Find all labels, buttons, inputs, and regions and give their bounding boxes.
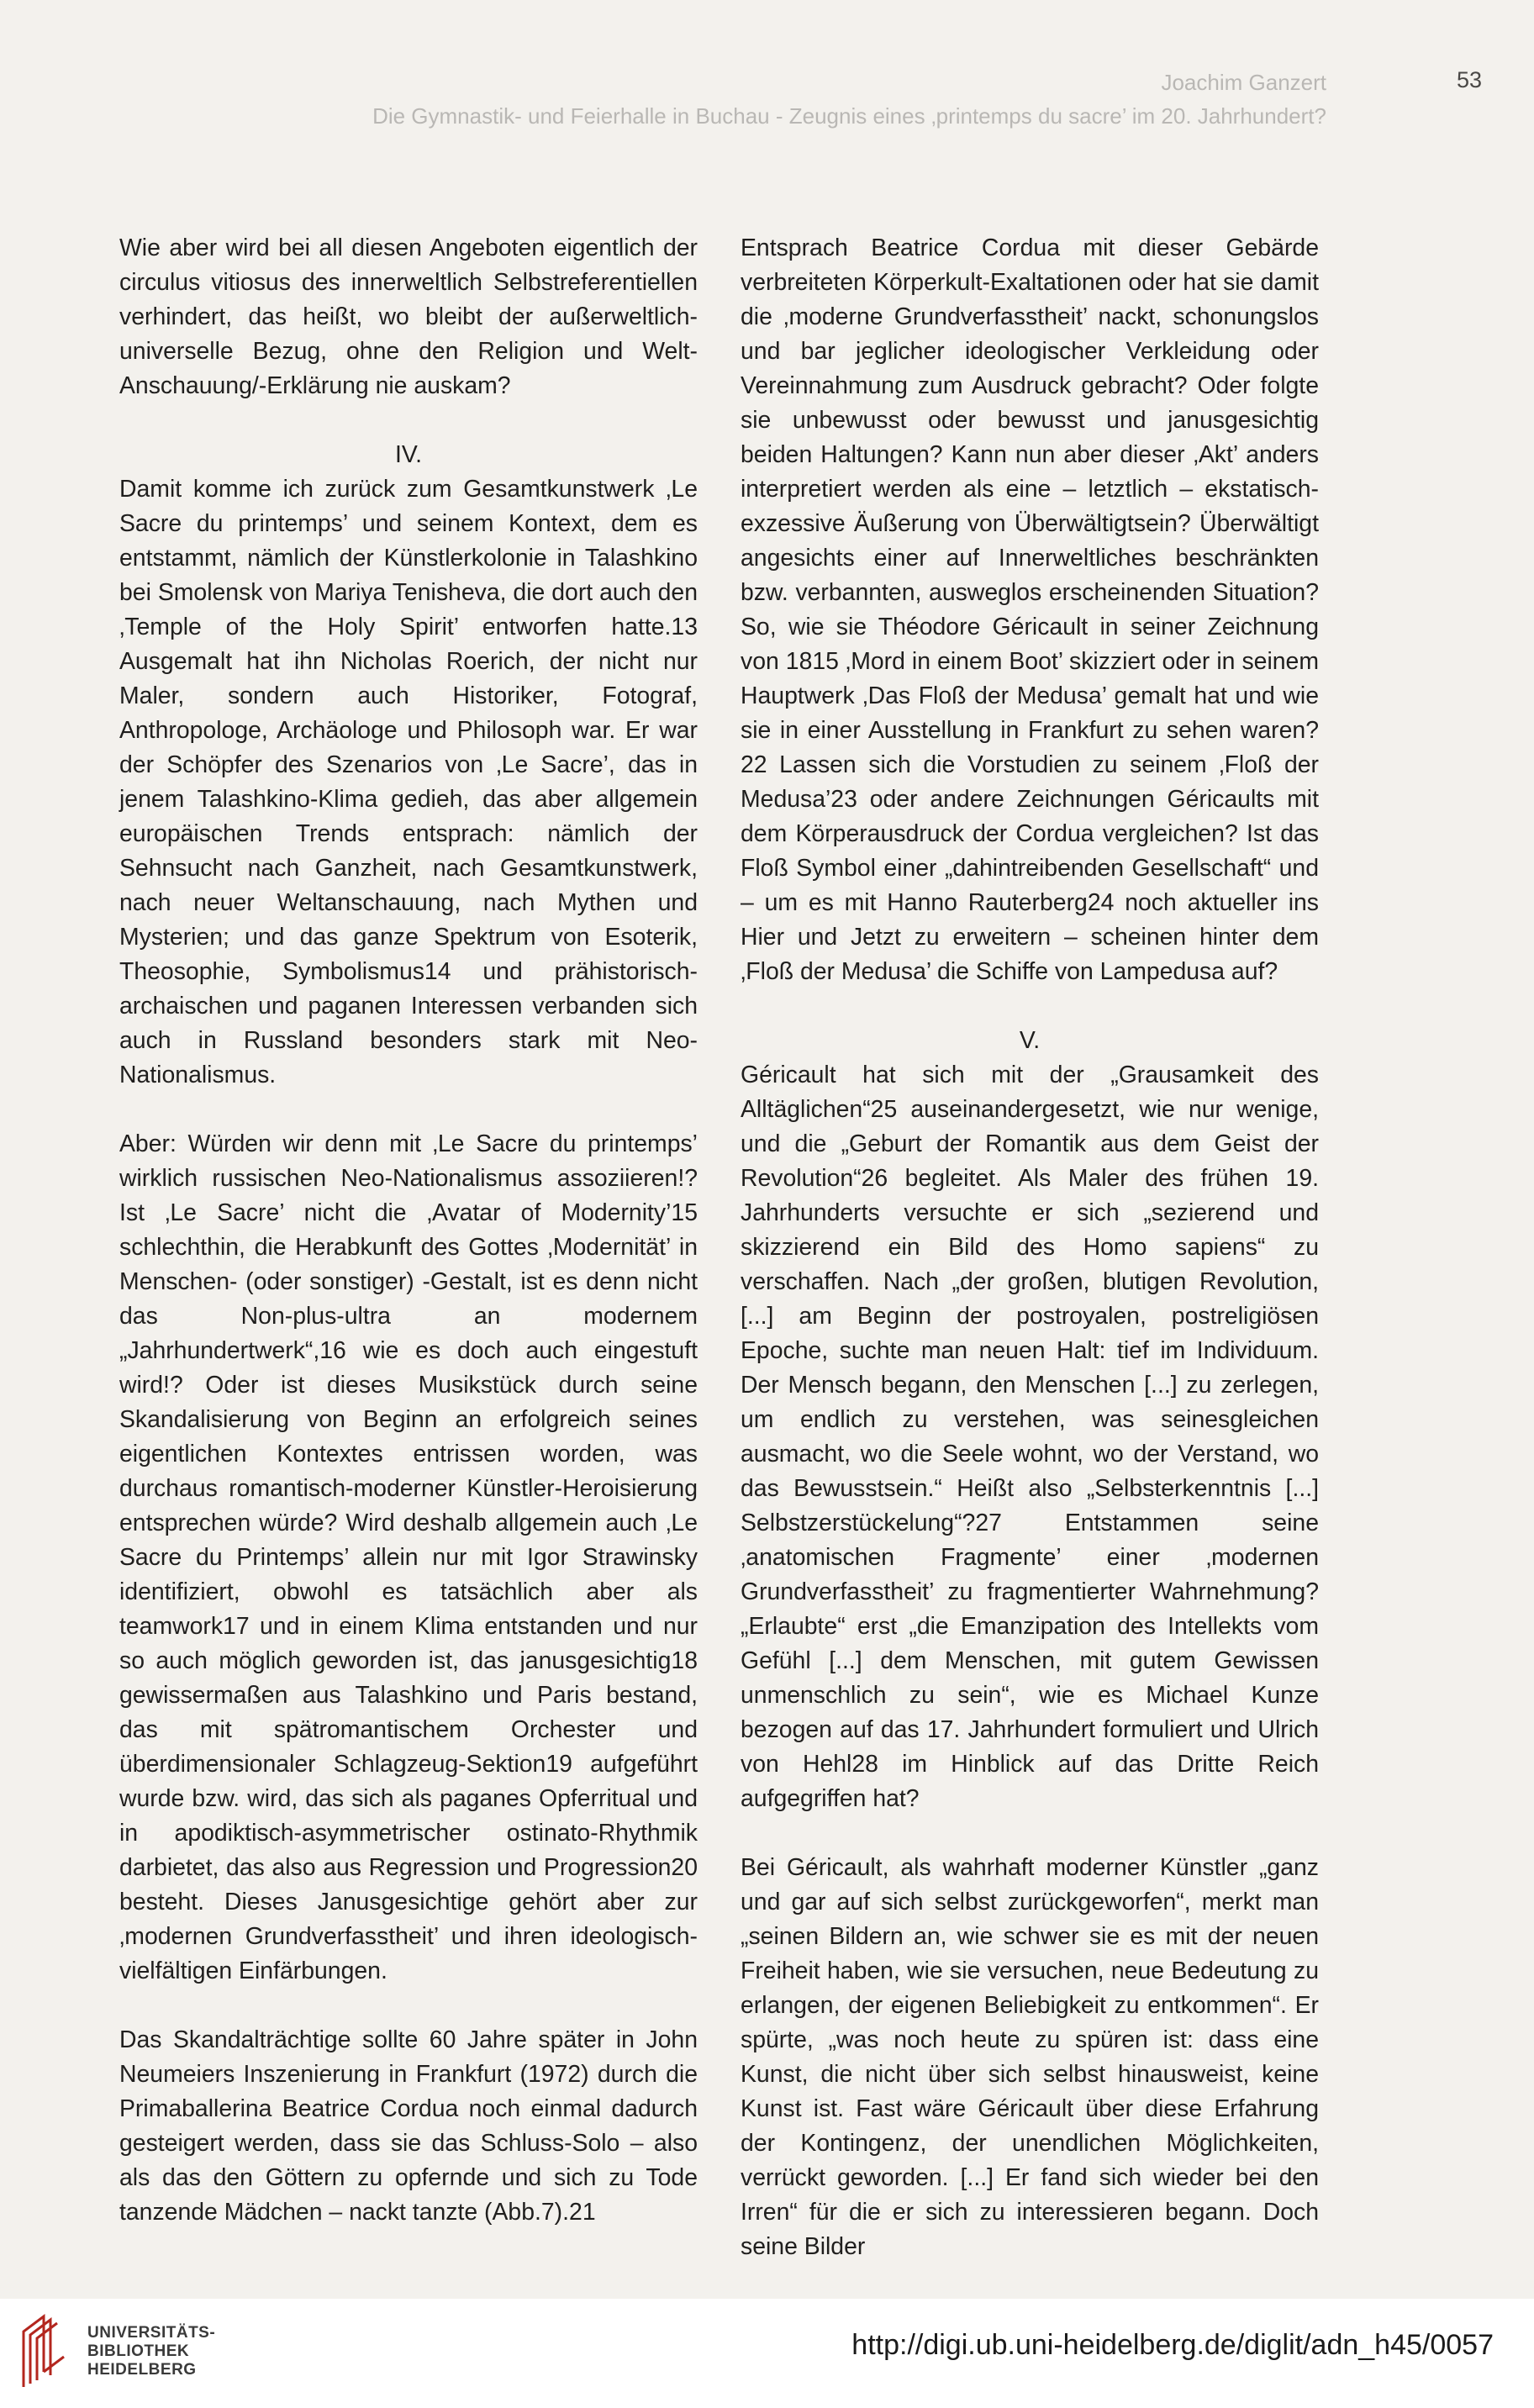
running-head [372,66,1326,133]
paragraph: Wie aber wird bei all diesen Angeboten eigentlich der circulus vitiosus des innerweltlich Selbstreferentiellen verhindert, das heißt, wo bleibt der außerweltlich-universelle Bezug, ohne den Religion und Welt-Anschauung/-Erklärung nie auskam? [119,234,698,399]
right-column [741,231,1319,2264]
library-name-line: BIBLIOTHEK [87,2342,190,2360]
section-heading: V. [1019,1027,1041,1054]
paragraph: Bei Géricault, als wahrhaft moderner Künstler „ganz und gar auf sich selbst zurückgeworfen“, merkt man „seinen Bildern an, wie schwer sie es mit der neuen Freiheit haben, wie sie versuchen, neue Bedeutung zu erlangen, der eigenen Beliebigkeit zu entkommen“. Er spürte, „was noch heute zu spüren ist: dass eine Kunst, die nicht über sich selbst hinausweist, keine Kunst ist. Fast wäre Géricault über diese Erfahrung der Kontingenz, der unendlichen Möglichkeiten, verrückt geworden. [...] Er fand sich wieder bei den Irren“ für die er sich zu interessieren begann. Doch seine Bilder [741,1854,1319,2260]
running-head-author: Joachim Ganzert [1161,70,1326,95]
library-name [87,2324,215,2379]
library-logo-icon [18,2313,77,2389]
left-column [119,231,698,2230]
paragraph: Aber: Würden wir denn mit ‚Le Sacre du printemps’ wirklich russischen Neo-Nationalismus assoziieren!? Ist ‚Le Sacre’ nicht die ‚Avatar of Modernity’15 schlechthin, die Herabkunft des Gottes ‚Modernität’ in Menschen- (oder sonstiger) -Gestalt, ist es denn nicht das Non-plus-ultra an modernem „Jahrhundertwerk“,16 wie es doch auch eingestuft wird!? Oder ist dieses Musikstück durch seine Skandalisierung von Beginn an erfolgreich seines eigentlichen Kontextes entrissen worden, was durchaus romantisch-moderner Künstler-Heroisierung entsprechen würde? Wird deshalb allgemein auch ‚Le Sacre du Printemps’ allein nur mit Igor Strawinsky identifiziert, obwohl es tatsächlich aber als teamwork17 und in einem Klima entstanden und nur so auch möglich geworden ist, das janusgesichtig18 gewissermaßen aus Talashkino und Paris bestand, das mit spätromantischem Orchester und überdimensionaler Schlagzeug-Sektion19 aufgeführt wurde bzw. wird, das sich als paganes Opferritual und in apodiktisch-asymmetrischer ostinato-Rhythmik darbietet, das also aus Regression und Progression20 besteht. Dieses Janusgesichtige gehört aber zur ‚modernen Grundverfasstheit’ und ihren ideologisch-vielfältigen Einfärbungen. [119,1130,698,1984]
paragraph: Entsprach Beatrice Cordua mit dieser Gebärde verbreiteten Körperkult-Exaltationen oder hat sie damit die ‚moderne Grundverfasstheit’ nackt, schonungslos und bar jeglicher ideologischer Verkleidung oder Vereinnahmung zum Ausdruck gebracht? Oder folgte sie unbewusst oder bewusst und janusgesichtig beiden Haltungen? Kann nun aber dieser ‚Akt’ anders interpretiert werden als eine – letztlich – ekstatisch-exzessive Äußerung von Überwältigtsein? Überwältigt angesichts einer auf Innerweltliches beschränkten bzw. verbannten, ausweglos erscheinenden Situation? So, wie sie Théodore Géricault in seiner Zeichnung von 1815 ‚Mord in einem Boot’ skizziert oder in seinem Hauptwerk ‚Das Floß der Medusa’ gemalt hat und wie sie in einer Ausstellung in Frankfurt zu sehen waren?22 Lassen sich die Vorstudien zu seinem ‚Floß der Medusa’23 oder andere Zeichnungen Géricaults mit dem Körperausdruck der Cordua vergleichen? Ist das Floß Symbol einer „dahintreibenden Gesellschaft“ und – um es mit Hanno Rauterberg24 noch aktueller ins Hier und Jetzt zu erweitern – scheinen hinter dem ‚Floß der Medusa’ die Schiffe von Lampedusa auf? [741,234,1319,985]
page-number: 53 [1456,67,1482,92]
library-name-line: UNIVERSITÄTS- [87,2324,216,2342]
library-name-line: HEIDELBERG [87,2361,197,2379]
paragraph: Damit komme ich zurück zum Gesamtkunstwerk ‚Le Sacre du printemps’ und seinem Kontext, dem es entstammt, nämlich der Künstlerkolonie in Talashkino bei Smolensk von Mariya Tenisheva, die dort auch den ‚Temple of the Holy Spirit’ entworfen hatte.13 Ausgemalt hat ihn Nicholas Roerich, der nicht nur Maler, sondern auch Historiker, Fotograf, Anthropologe, Archäologe und Philosoph war. Er war der Schöpfer des Szenarios von ‚Le Sacre’, das in jenem Talashkino-Klima gedieh, das aber allgemein europäischen Trends entsprach: nämlich der Sehnsucht nach Ganzheit, nach Gesamtkunstwerk, nach neuer Weltanschauung, nach Mythen und Mysterien; und das ganze Spektrum von Esoterik, Theosophie, Symbolismus14 und prähistorisch-archaischen und paganen Interessen verbanden sich auch in Russland besonders stark mit Neo-Nationalismus. [119,476,698,1088]
source-url-link[interactable]: http://digi.ub.uni-heidelberg.de/diglit/adn_h45/0057 [851,2329,1494,2361]
paragraph: Das Skandalträchtige sollte 60 Jahre später in John Neumeiers Inszenierung in Frankfurt (1972) durch die Primaballerina Beatrice Cordua noch einmal dadurch gesteigert werden, dass sie das Schluss-Solo – also als das den Göttern zu opfernde und sich zu Tode tanzende Mädchen – nackt tanzte (Abb.7).21 [119,2026,698,2226]
section-heading: IV. [394,441,423,468]
running-head-title: Die Gymnastik- und Feierhalle in Buchau - Zeugnis eines ‚printemps du sacre’ im 20. Jahrhundert? [372,103,1326,129]
paragraph: Géricault hat sich mit der „Grausamkeit des Alltäglichen“25 auseinandergesetzt, wie nur wenige, und die „Geburt der Romantik aus dem Geist der Revolution“26 begleitet. Als Maler des frühen 19. Jahrhunderts versuchte er sich „sezierend und skizzierend ein Bild des Homo sapiens“ zu verschaffen. Nach „der großen, blutigen Revolution, [...] am Beginn der postroyalen, postreligiösen Epoche, suchte man neuen Halt: tief im Individuum. Der Mensch begann, den Menschen [...] zu zerlegen, um endlich zu verstehen, was seinesgleichen ausmacht, wo die Seele wohnt, wo der Verstand, wo das Bewusstsein.“ Heißt also „Selbsterkenntnis [...] Selbstzerstückelung“?27 Entstammen seine ‚anatomischen Fragmente’ einer ‚modernen Grundverfasstheit’ zu fragmentierter Wahrnehmung? „Erlaubte“ erst „die Emanzipation des Intellekts vom Gefühl [...] dem Menschen, mit gutem Gewissen unmenschlich zu sein“, wie es Michael Kunze bezogen auf das 17. Jahrhundert formuliert und Ulrich von Hehl28 im Hinblick auf das Dritte Reich aufgegriffen hat? [741,1062,1319,1812]
